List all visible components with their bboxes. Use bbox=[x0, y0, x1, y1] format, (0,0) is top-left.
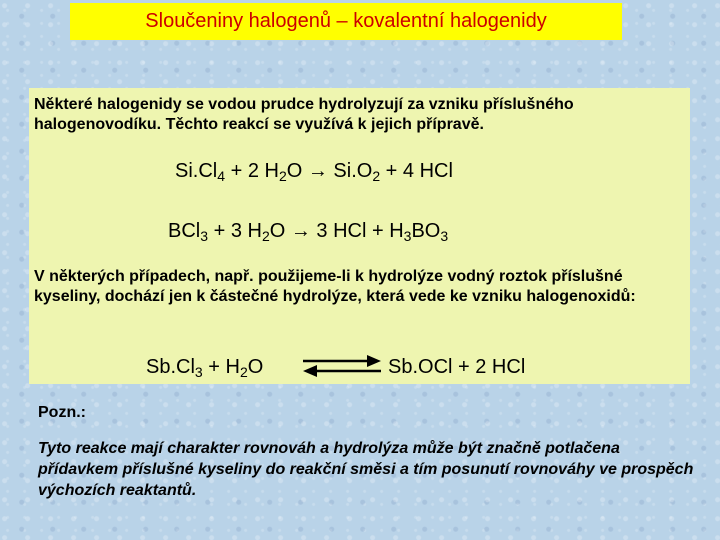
eq2-part-b: + 3 H bbox=[208, 220, 262, 242]
eq2-part-a: BCl bbox=[168, 220, 201, 242]
eq1-sub-b: 2 bbox=[278, 168, 287, 184]
note-label: Pozn.: bbox=[38, 404, 86, 421]
equilibrium-arrows-icon bbox=[301, 354, 383, 378]
eq2-part-d: BO bbox=[411, 220, 441, 242]
equation-bcl3-hydrolysis bbox=[168, 220, 448, 243]
eq1-sub-c: 2 bbox=[372, 168, 381, 184]
eq2-sub-c: 3 bbox=[403, 228, 412, 244]
eq3-sub-a: 3 bbox=[194, 364, 203, 380]
eq3-part-c: O bbox=[247, 356, 264, 378]
eq1-part-c: O → Si.O bbox=[286, 160, 373, 182]
intro-paragraph: Některé halogenidy se vodou prudce hydrolyzují za vzniku příslušného halogenovodíku. Těchto reakcí se využívá k jejich přípravě. bbox=[34, 96, 574, 133]
eq1-sub-a: 4 bbox=[217, 168, 226, 184]
equation-sicl4-hydrolysis bbox=[175, 160, 453, 183]
eq1-part-d: + 4 HCl bbox=[380, 160, 453, 182]
eq1-part-b: + 2 H bbox=[225, 160, 279, 182]
eq2-sub-d: 3 bbox=[440, 228, 449, 244]
content-panel bbox=[29, 88, 690, 384]
page-title: Sloučeniny halogenů – kovalentní halogenidy bbox=[145, 10, 547, 32]
eq3-part-b: + H bbox=[202, 356, 240, 378]
partial-hydrolysis-paragraph: V některých případech, např. použijeme-li k hydrolýze vodný roztok příslušné kyseliny, dochází jen k částečné hydrolýze, která vede ke vzniku halogenoxidů: bbox=[34, 268, 636, 305]
eq3-part-a: Sb.Cl bbox=[146, 356, 195, 378]
eq1-part-a: Si.Cl bbox=[175, 160, 218, 182]
equation-sbcl3-products: Sb.OCl + 2 HCl bbox=[388, 356, 526, 378]
eq2-sub-a: 3 bbox=[200, 228, 209, 244]
eq2-part-c: O → 3 HCl + H bbox=[269, 220, 404, 242]
title-box bbox=[70, 3, 622, 40]
eq2-sub-b: 2 bbox=[261, 228, 270, 244]
eq3-sub-b: 2 bbox=[239, 364, 248, 380]
equation-sbcl3-reactants bbox=[146, 356, 263, 379]
note-text: Tyto reakce mají charakter rovnováh a hydrolýza může být značně potlačena přídavkem příslušné kyseliny do reakční směsi a tím posunutí rovnováhy ve prospěch výchozích reaktantů. bbox=[38, 440, 694, 499]
